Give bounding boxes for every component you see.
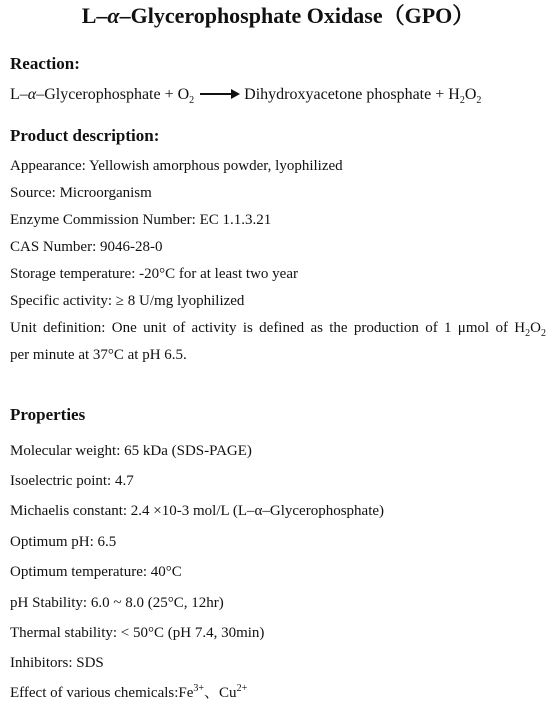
optimum-temperature-line: Optimum temperature: 40°C <box>10 564 182 580</box>
unit-definition-line: Unit definition: One unit of activity is defined as the production of 1 μmol of $H_2O_2$ <box>10 320 546 339</box>
ec-number-line: Enzyme Commission Number: EC 1.1.3.21 <box>10 212 272 228</box>
cas-number-line: CAS Number: 9046-28-0 <box>10 239 163 255</box>
isoelectric-point-line: Isoelectric point: 4.7 <box>10 473 134 489</box>
product-description-heading: Product description: <box>10 126 160 145</box>
ph-stability-line: pH Stability: 6.0 ~ 8.0 (25°C, 12hr) <box>10 595 224 611</box>
properties-heading: Properties <box>10 405 86 424</box>
appearance-line: Appearance: Yellowish amorphous powder, lyophilized <box>10 158 343 174</box>
michaelis-constant-line: Michaelis constant: 2.4 ×10-3 mol/L (L–α–Glycerophosphate) <box>10 503 385 519</box>
reaction-equation: L–α–Glycerophosphate + $O_2$ Dihydroxyacetone phosphate + $H_2O_2$ <box>10 86 482 107</box>
activity-line: Specific activity: ≥ 8 U/mg lyophilized <box>10 293 245 309</box>
storage-line: Storage temperature: -20°C for at least two year <box>10 266 298 282</box>
molecular-weight-line: Molecular weight: 65 kDa (SDS-PAGE) <box>10 443 252 459</box>
inhibitors-line: Inhibitors: SDS <box>10 655 104 671</box>
unit-definition-continued: per minute at 37°C at pH 6.5. <box>10 347 187 363</box>
reaction-arrow-icon <box>200 93 238 95</box>
source-line: Source: Microorganism <box>10 185 152 201</box>
reaction-heading: Reaction: <box>10 54 80 73</box>
optimum-ph-line: Optimum pH: 6.5 <box>10 534 117 550</box>
title-alpha: α <box>107 3 120 28</box>
thermal-stability-line: Thermal stability: < 50°C (pH 7.4, 30min) <box>10 625 265 641</box>
page-title: L–α–Glycerophosphate Oxidase（GPO） <box>81 3 475 28</box>
effect-chemicals-line: Effect of various $chemicals:Fe^{3+}$、$Cu^{2+}$ <box>10 683 248 701</box>
